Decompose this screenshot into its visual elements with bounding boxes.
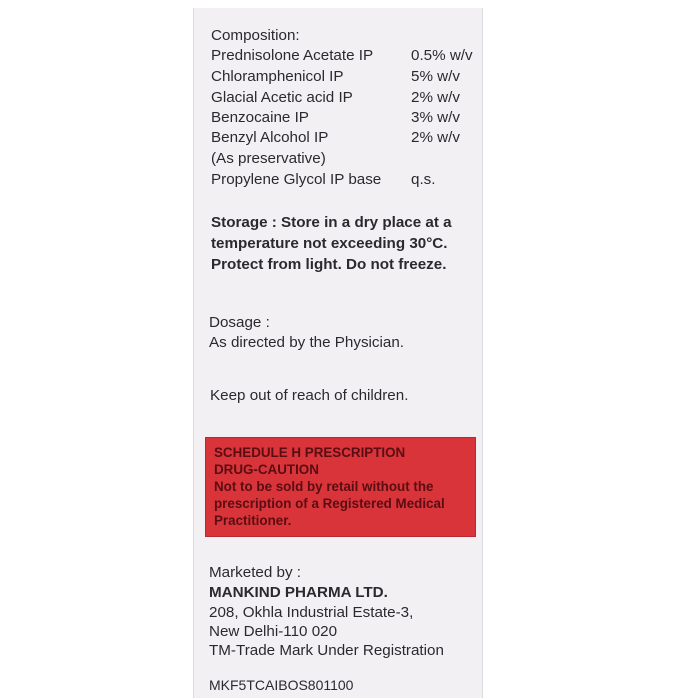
storage-line-2: temperature not exceeding 30°C.: [211, 235, 448, 252]
ingredient-amount: q.s.: [411, 171, 436, 188]
composition-row: [194, 108, 482, 127]
company-name: MANKIND PHARMA LTD.: [209, 584, 388, 601]
ingredient-note: (As preservative): [211, 150, 326, 167]
ingredient-amount: 2% w/v: [411, 129, 460, 146]
address-line-2: New Delhi-110 020: [209, 623, 338, 640]
dosage-heading: Dosage :: [209, 314, 270, 331]
composition-row: [194, 67, 482, 86]
ingredient-name: Benzocaine IP: [211, 109, 309, 126]
schedule-line-4: prescription of a Registered Medical: [214, 496, 445, 511]
composition-row: [194, 88, 482, 107]
ingredient-name: Glacial Acetic acid IP: [211, 89, 353, 106]
label-panel: [193, 8, 483, 698]
marketed-by-heading: Marketed by :: [209, 564, 302, 581]
ingredient-name: Chloramphenicol IP: [211, 68, 344, 85]
ingredient-name: Benzyl Alcohol IP: [211, 129, 329, 146]
product-code: MKF5TCAIBOS801100: [209, 677, 354, 693]
schedule-line-2: DRUG-CAUTION: [214, 462, 319, 477]
trademark-note: TM-Trade Mark Under Registration: [209, 642, 444, 659]
child-warning: Keep out of reach of children.: [210, 387, 409, 404]
ingredient-amount: 5% w/v: [411, 68, 460, 85]
ingredient-name: Prednisolone Acetate IP: [211, 47, 374, 64]
ingredient-amount: 2% w/v: [411, 89, 460, 106]
ingredient-amount: 3% w/v: [411, 109, 460, 126]
schedule-h-warning-box: [205, 437, 476, 537]
ingredient-name: Propylene Glycol IP base: [211, 171, 382, 188]
schedule-line-5: Practitioner.: [214, 513, 292, 528]
dosage-text: As directed by the Physician.: [209, 334, 405, 351]
composition-row: [194, 149, 482, 168]
composition-row: [194, 128, 482, 147]
composition-heading: Composition:: [211, 27, 300, 44]
ingredient-amount: 0.5% w/v: [411, 47, 473, 64]
address-line-1: 208, Okhla Industrial Estate-3,: [209, 604, 414, 621]
storage-line-1: Storage : Store in a dry place at a: [211, 214, 452, 231]
storage-line-3: Protect from light. Do not freeze.: [211, 256, 447, 273]
schedule-line-1: SCHEDULE H PRESCRIPTION: [214, 445, 406, 460]
composition-row: [194, 46, 482, 65]
schedule-line-3: Not to be sold by retail without the: [214, 479, 434, 494]
composition-row: [194, 170, 482, 189]
